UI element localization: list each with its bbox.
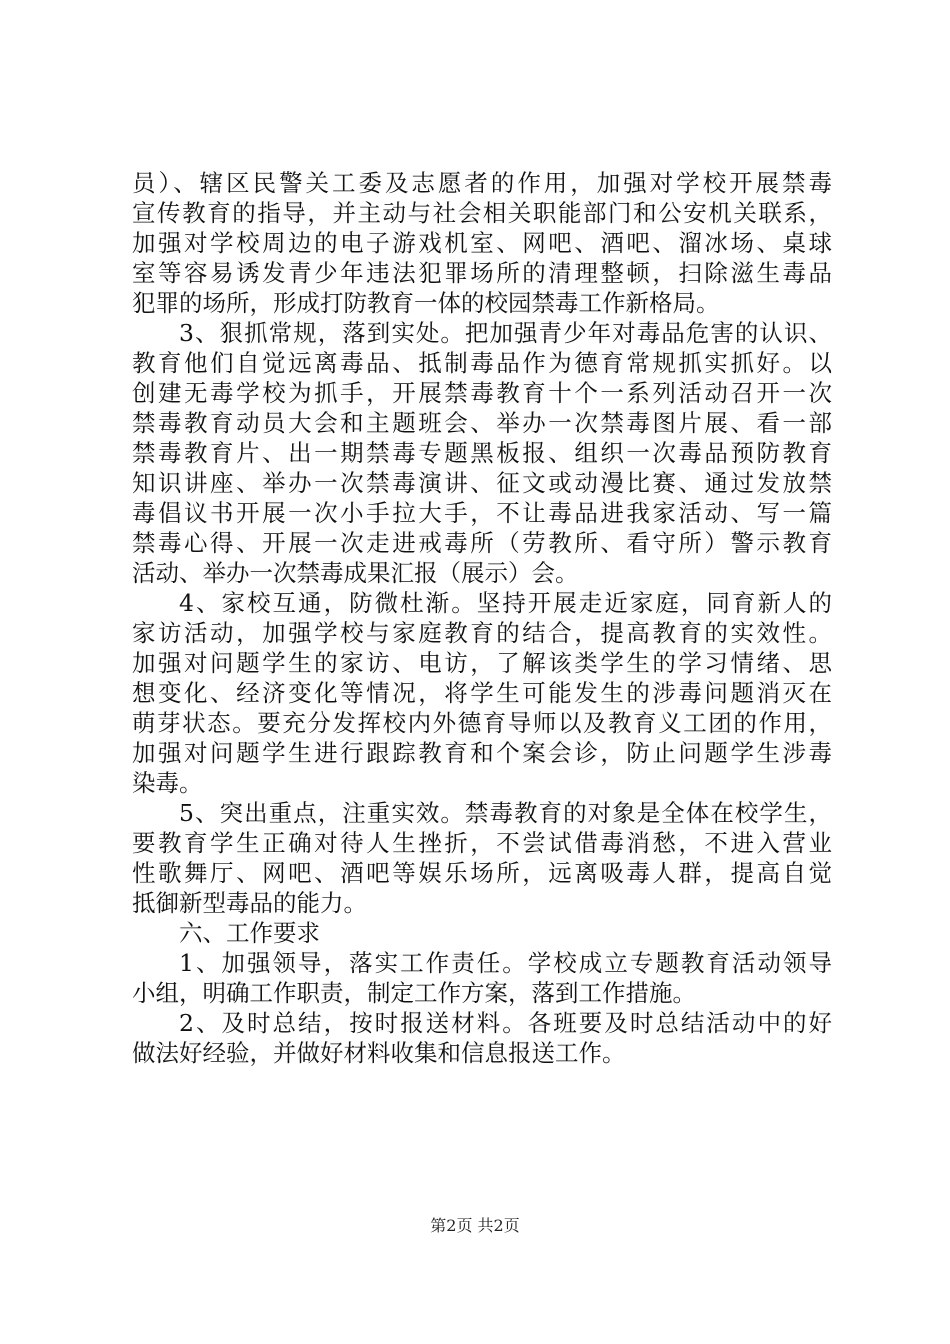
text-line: 活动、举办一次禁毒成果汇报（展示）会。	[132, 559, 579, 587]
text-line: 3、狠抓常规，落到实处。把加强青少年对毒品危害的认识、	[179, 319, 832, 347]
text-line: 4、家校互通，防微杜渐。坚持开展走近家庭，同育新人的	[179, 589, 832, 617]
text-line: 1、加强领导，落实工作责任。学校成立专题教育活动领导	[179, 949, 832, 977]
text-line: 室等容易诱发青少年违法犯罪场所的清理整顿，扫除滋生毒品	[132, 259, 832, 287]
text-line: 染毒。	[132, 769, 203, 797]
text-line: 禁毒心得、开展一次走进戒毒所（劳教所、看守所）警示教育	[132, 529, 832, 557]
text-line: 加强对问题学生进行跟踪教育和个案会诊，防止问题学生涉毒	[132, 739, 832, 767]
document-body	[132, 168, 832, 1068]
text-line: 加强对问题学生的家访、电访，了解该类学生的学习情绪、思	[132, 649, 832, 677]
text-line: 教育他们自觉远离毒品、抵制毒品作为德育常规抓实抓好。以	[132, 349, 832, 377]
page-footer: 第2页 共2页	[430, 1216, 520, 1235]
text-line: 家访活动，加强学校与家庭教育的结合，提高教育的实效性。	[132, 619, 832, 647]
text-line: 员）、辖区民警关工委及志愿者的作用，加强对学校开展禁毒	[132, 169, 832, 197]
text-line: 毒倡议书开展一次小手拉大手，不让毒品进我家活动、写一篇	[132, 499, 832, 527]
text-line: 知识讲座、举办一次禁毒演讲、征文或动漫比赛、通过发放禁	[132, 469, 832, 497]
text-line: 想变化、经济变化等情况，将学生可能发生的涉毒问题消灭在	[132, 679, 832, 707]
text-line: 做法好经验，并做好材料收集和信息报送工作。	[132, 1039, 626, 1067]
text-line: 抵御新型毒品的能力。	[132, 889, 367, 917]
text-line: 宣传教育的指导，并主动与社会相关职能部门和公安机关联系，	[132, 199, 832, 227]
text-line: 禁毒教育动员大会和主题班会、举办一次禁毒图片展、看一部	[132, 409, 832, 437]
text-line: 5、突出重点，注重实效。禁毒教育的对象是全体在校学生，	[179, 799, 832, 827]
text-line: 要教育学生正确对待人生挫折，不尝试借毒消愁，不进入营业	[132, 829, 832, 857]
text-line: 2、及时总结，按时报送材料。各班要及时总结活动中的好	[179, 1009, 832, 1037]
text-line: 小组，明确工作职责，制定工作方案，落到工作措施。	[132, 979, 696, 1007]
text-line: 创建无毒学校为抓手，开展禁毒教育十个一系列活动召开一次	[132, 379, 832, 407]
text-line: 犯罪的场所，形成打防教育一体的校园禁毒工作新格局。	[132, 289, 720, 317]
text-line: 六、工作要求	[179, 919, 320, 947]
text-line: 性歌舞厅、网吧、酒吧等娱乐场所，远离吸毒人群，提高自觉	[132, 859, 832, 887]
text-line: 加强对学校周边的电子游戏机室、网吧、酒吧、溜冰场、桌球	[132, 229, 832, 257]
text-line: 萌芽状态。要充分发挥校内外德育导师以及教育义工团的作用，	[132, 709, 832, 737]
text-line: 禁毒教育片、出一期禁毒专题黑板报、组织一次毒品预防教育	[132, 439, 832, 467]
